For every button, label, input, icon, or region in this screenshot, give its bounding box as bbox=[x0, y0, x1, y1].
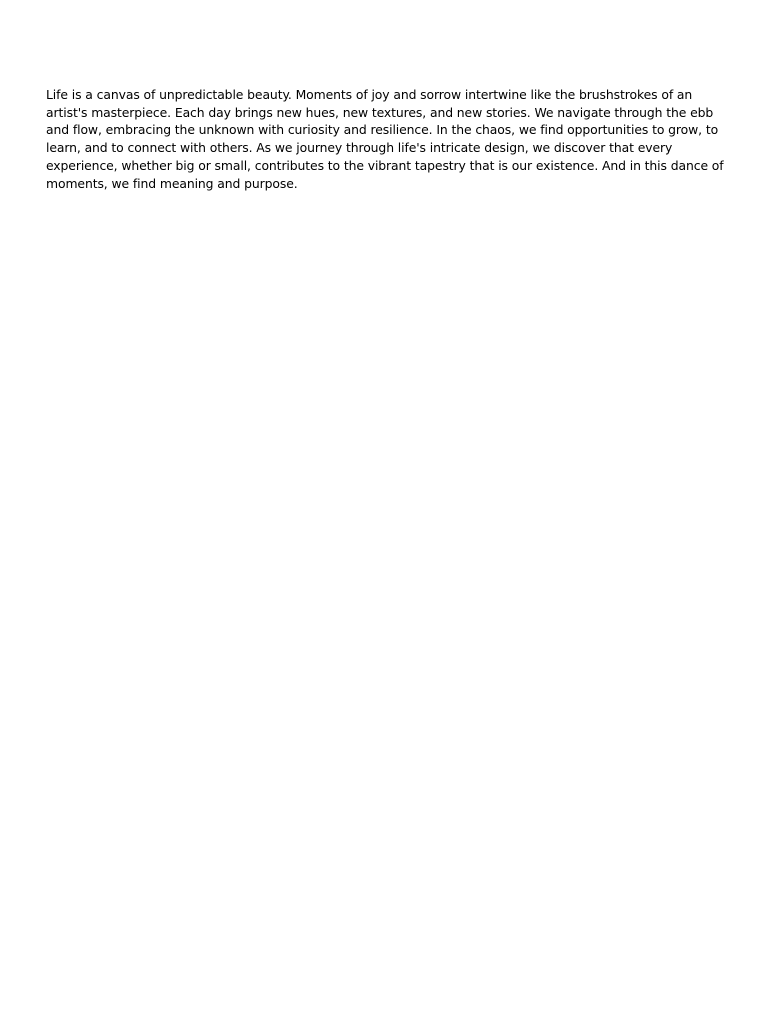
body-paragraph: Life is a canvas of unpredictable beauty. Moments of joy and sorrow intertwine like the brushstrokes of an artist's masterpiece. Each day brings new hues, new textures, and new stories. We navigate through the ebb and flow, embracing the unknown with curiosity and resilience. In the chaos, we find opportunities to grow, to learn, and to connect with others. As we journey through life's intricate design, we discover that every experience, whether big or small, contributes to the vibrant tapestry that is our existence. And in this dance of moments, we find meaning and purpose. bbox=[46, 87, 724, 191]
